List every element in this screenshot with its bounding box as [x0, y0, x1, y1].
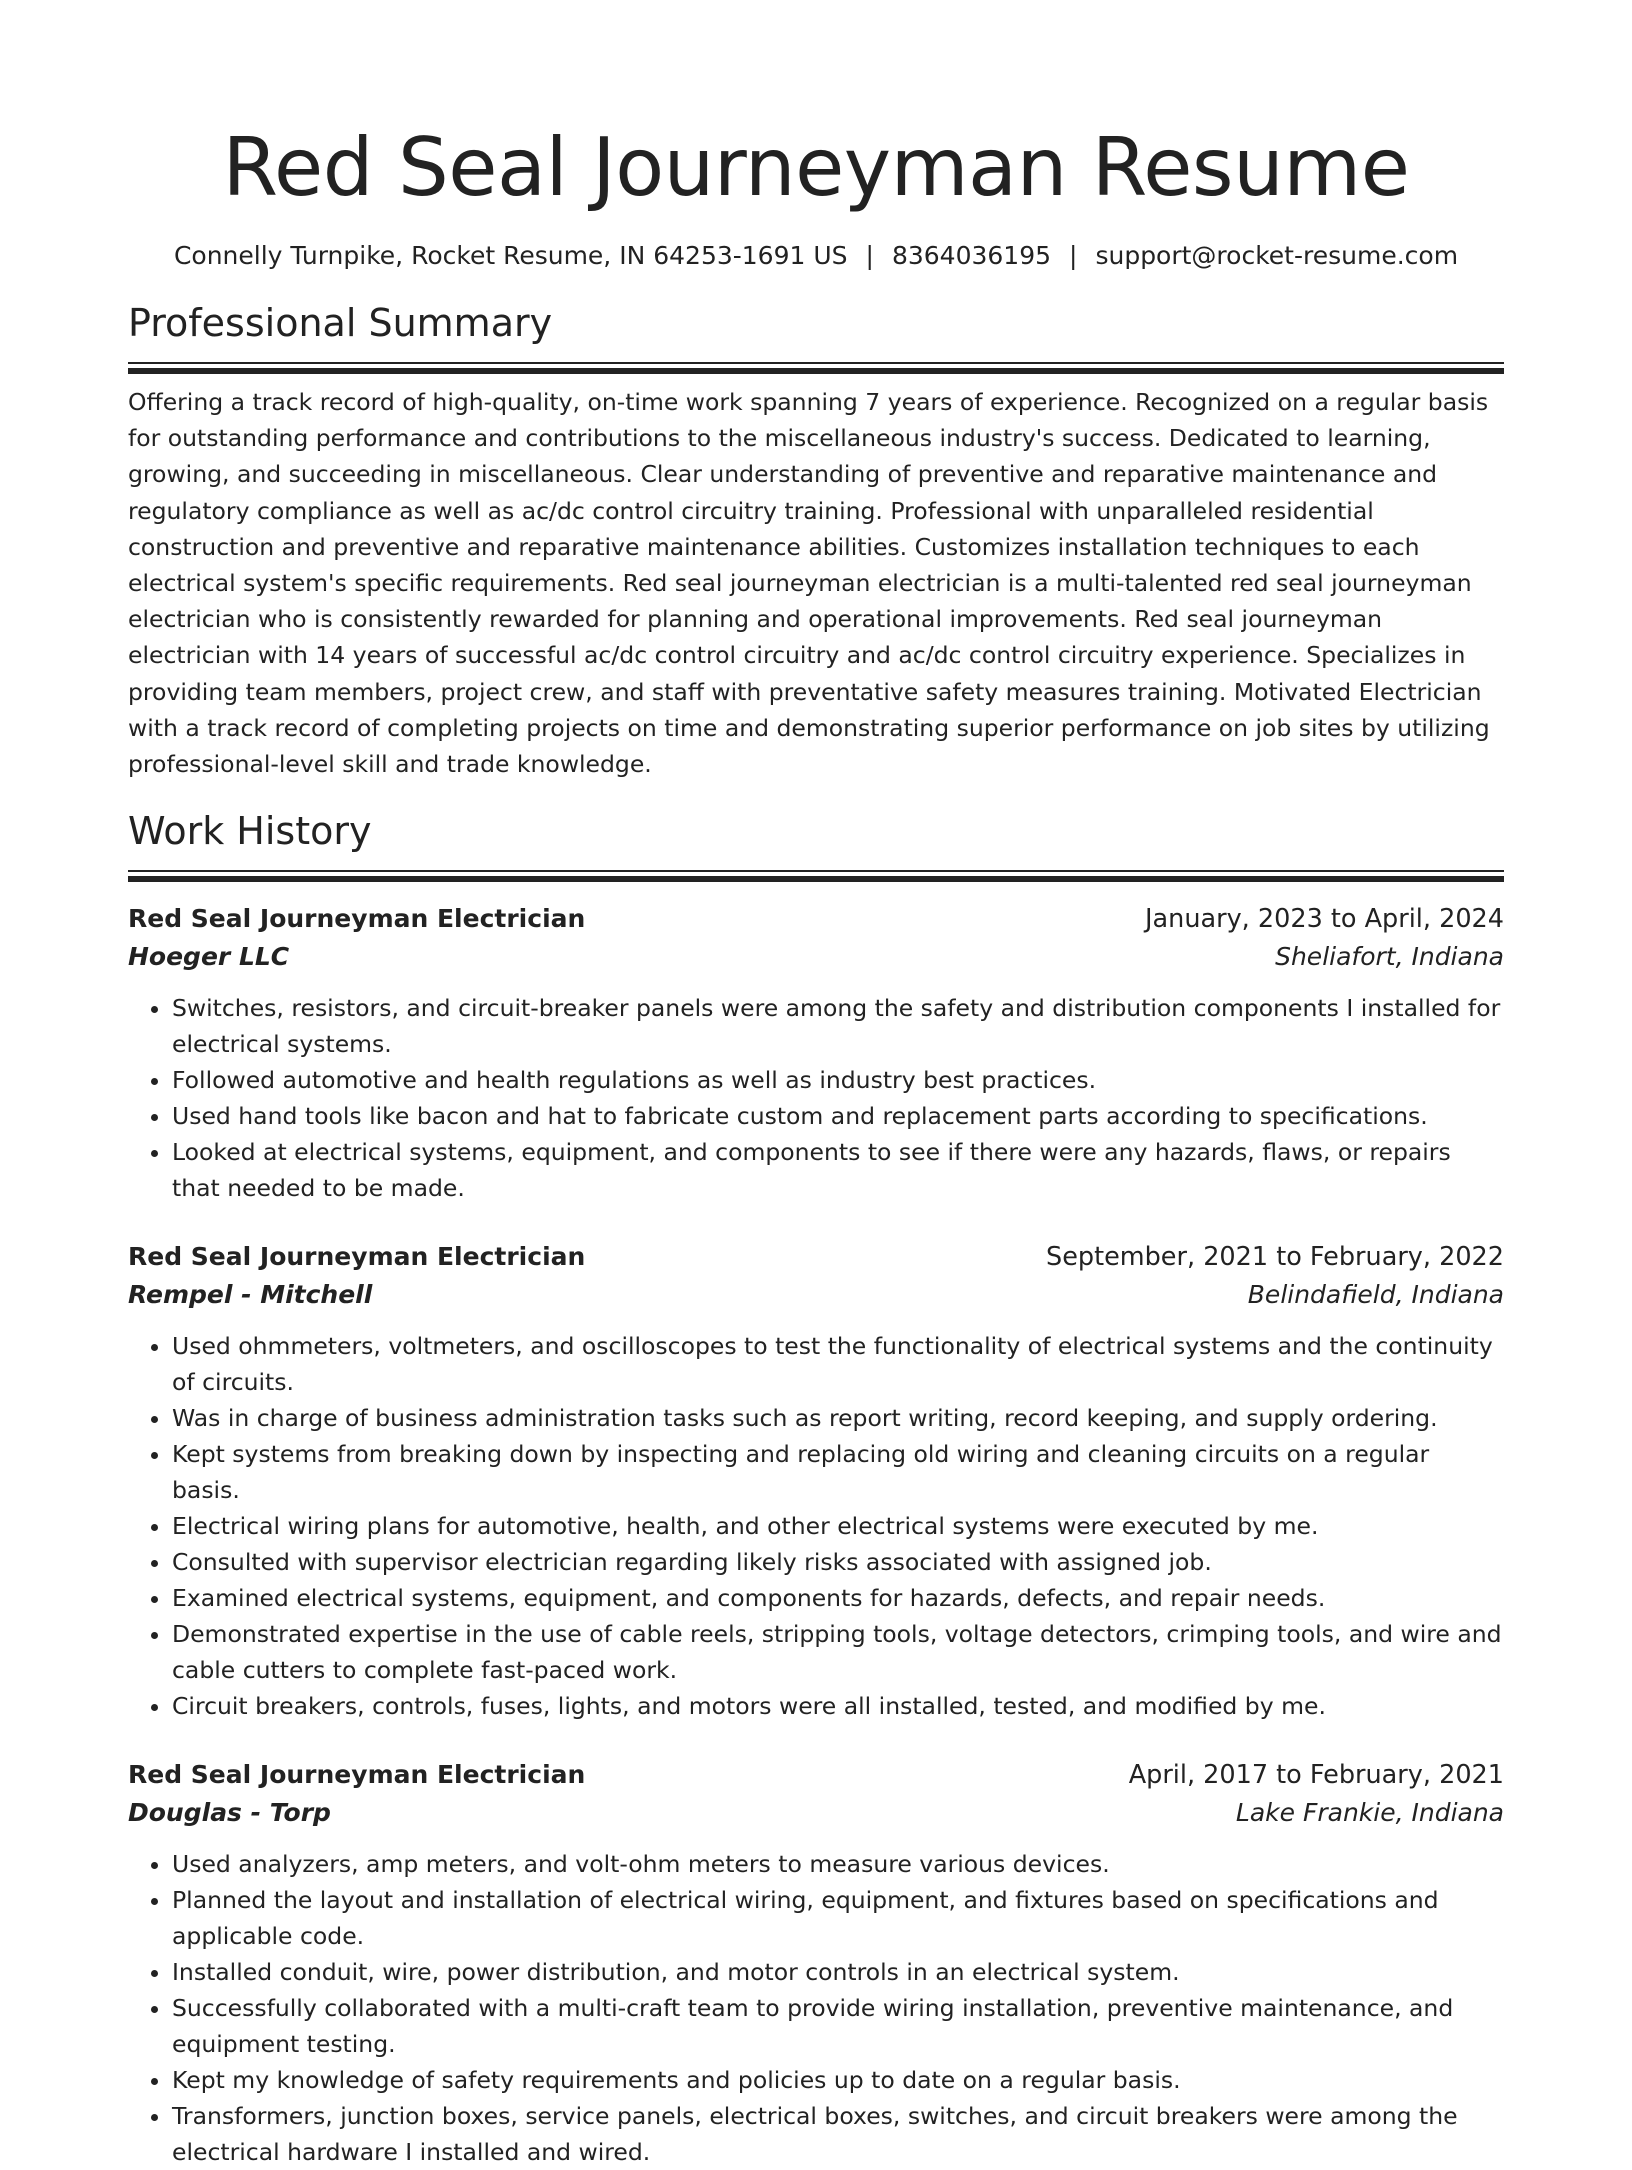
contact-phone: 8364036195	[891, 241, 1052, 270]
job-company: Hoeger LLC	[128, 942, 290, 972]
job-entry	[128, 900, 1504, 1206]
job-title: Red Seal Journeyman Electrician	[128, 1760, 586, 1790]
contact-separator: |	[865, 241, 874, 270]
job-dates: April, 2017 to February, 2021	[1128, 1760, 1504, 1791]
job-list	[128, 900, 1504, 2170]
job-company-row	[128, 1276, 1504, 1314]
job-title: Red Seal Journeyman Electrician	[128, 1242, 586, 1272]
job-duty-item: • Kept systems from breaking down by inspecting and replacing old wiring and cleaning circuits on a regular basis.	[172, 1436, 1504, 1508]
job-duty-item: • Used analyzers, amp meters, and volt-ohm meters to measure various devices.	[172, 1846, 1504, 1882]
job-duty-item: • Installed conduit, wire, power distribution, and motor controls in an electrical system.	[172, 1954, 1504, 1990]
job-duty-item: • Planned the layout and installation of electrical wiring, equipment, and fixtures based on specifications and applicable code.	[172, 1882, 1504, 1954]
job-title: Red Seal Journeyman Electrician	[128, 904, 586, 934]
work-history-heading: Work History	[128, 809, 372, 854]
job-dates: January, 2023 to April, 2024	[1145, 904, 1504, 935]
job-duty-item: • Examined electrical systems, equipment, and components for hazards, defects, and repair needs.	[172, 1580, 1504, 1616]
contact-line	[128, 240, 1504, 272]
job-entry	[128, 1238, 1504, 1724]
job-duty-item: • Was in charge of business administration tasks such as report writing, record keeping, and supply ordering.	[172, 1400, 1504, 1436]
summary-text: Offering a track record of high-quality, on-time work spanning 7 years of experience. Recognized on a regular basis for outstanding performance and contributions to the miscellaneous industry's success. Dedicated to learning, growing, and succeeding in miscellaneous. Clear understanding of preventive and reparative maintenance and regulatory compliance as well as ac/dc control circuitry training. Professional with unparalleled residential construction and preventive and reparative maintenance abilities. Customizes installation techniques to each electrical system's specific requirements. Red seal journeyman electrician is a multi-talented red seal journeyman electrician who is consistently rewarded for planning and operational improvements. Red seal journeyman electrician with 14 years of successful ac/dc control circuitry and ac/dc control circuitry experience. Specializes in providing team members, project crew, and staff with preventative safety measures training. Motivated Electrician with a track record of completing projects on time and demonstrating superior performance on job sites by utilizing professional-level skill and trade knowledge.	[128, 388, 1490, 779]
job-header-row	[128, 1756, 1504, 1794]
job-duties-list	[128, 990, 1504, 1206]
job-duty-item: • Used hand tools like bacon and hat to fabricate custom and replacement parts according to specifications.	[172, 1098, 1504, 1134]
job-header-row	[128, 1238, 1504, 1276]
job-company-row	[128, 938, 1504, 976]
job-location: Belindafield, Indiana	[1247, 1280, 1504, 1310]
job-duty-item: • Transformers, junction boxes, service panels, electrical boxes, switches, and circuit breakers were among the electrical hardware I installed and wired.	[172, 2098, 1504, 2170]
resume-page	[128, 0, 1504, 2170]
section-divider	[128, 362, 1504, 374]
job-dates: September, 2021 to February, 2022	[1046, 1242, 1504, 1273]
contact-separator: |	[1069, 241, 1078, 270]
job-location: Sheliafort, Indiana	[1275, 942, 1504, 972]
contact-email: support@rocket-resume.com	[1095, 241, 1459, 270]
job-duties-list	[128, 1846, 1504, 2170]
job-company: Rempel - Mitchell	[128, 1280, 373, 1310]
job-header-row	[128, 900, 1504, 938]
job-duty-item: • Followed automotive and health regulations as well as industry best practices.	[172, 1062, 1504, 1098]
job-duty-item: • Switches, resistors, and circuit-breaker panels were among the safety and distribution components I installed for electrical systems.	[172, 990, 1504, 1062]
job-location: Lake Frankie, Indiana	[1235, 1798, 1504, 1828]
job-company-row	[128, 1794, 1504, 1832]
summary-heading: Professional Summary	[128, 301, 553, 345]
resume-title: Red Seal Journeyman Resume	[222, 121, 1410, 214]
contact-address: Connelly Turnpike, Rocket Resume, IN 64253-1691 US	[173, 241, 848, 270]
job-duty-item: • Demonstrated expertise in the use of cable reels, stripping tools, voltage detectors, crimping tools, and wire and cable cutters to complete fast-paced work.	[172, 1616, 1504, 1688]
job-duty-item: • Used ohmmeters, voltmeters, and oscilloscopes to test the functionality of electrical systems and the continuity of circuits.	[172, 1328, 1504, 1400]
job-duty-item: • Successfully collaborated with a multi-craft team to provide wiring installation, preventive maintenance, and equipment testing.	[172, 1990, 1504, 2062]
job-duty-item: • Looked at electrical systems, equipment, and components to see if there were any hazards, flaws, or repairs that needed to be made.	[172, 1134, 1504, 1206]
job-company: Douglas - Torp	[128, 1798, 331, 1828]
section-divider	[128, 870, 1504, 882]
job-duty-item: • Consulted with supervisor electrician regarding likely risks associated with assigned job.	[172, 1544, 1504, 1580]
job-duties-list	[128, 1328, 1504, 1724]
job-entry	[128, 1756, 1504, 2170]
job-duty-item: • Electrical wiring plans for automotive, health, and other electrical systems were executed by me.	[172, 1508, 1504, 1544]
job-duty-item: • Circuit breakers, controls, fuses, lights, and motors were all installed, tested, and modified by me.	[172, 1688, 1504, 1724]
job-duty-item: • Kept my knowledge of safety requirements and policies up to date on a regular basis.	[172, 2062, 1504, 2098]
